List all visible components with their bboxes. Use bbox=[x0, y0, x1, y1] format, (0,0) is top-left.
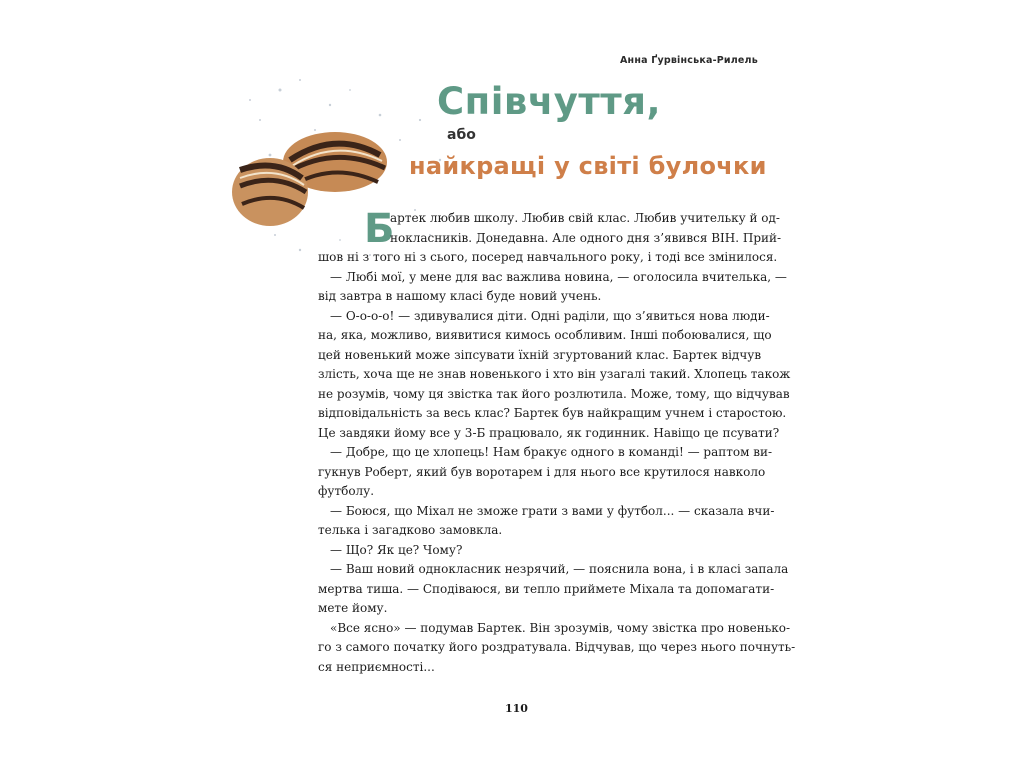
text-line: мертва тиша. — Сподіваюся, ви тепло приймете Міхала та допомагати- bbox=[318, 581, 775, 596]
chapter-title-connector: або bbox=[447, 127, 476, 143]
text-line: телька і загадково замовкла. bbox=[318, 523, 503, 537]
drop-cap: Б bbox=[364, 206, 395, 252]
page-number: 110 bbox=[505, 702, 528, 715]
text-line: — Ваш новий однокласник незрячий, — пояснила вона, і в класі запала bbox=[330, 562, 789, 576]
text-line: цей новенький може зіпсувати їхній згуртований клас. Бартек відчув bbox=[318, 347, 762, 362]
chapter-title: Співчуття, bbox=[437, 80, 662, 123]
text-line: від завтра в нашому класі буде новий учень. bbox=[318, 289, 602, 303]
body-text bbox=[318, 206, 796, 677]
text-line: — Боюся, що Міхал не зможе грати з вами у футбол... — сказала вчи- bbox=[330, 503, 775, 518]
text-line: відповідальність за весь клас? Бартек був найкращим учнем і старостою. bbox=[318, 406, 787, 420]
text-line: «Все ясно» — подумав Бартек. Він зрозумів, чому звістка про новенько- bbox=[330, 620, 791, 635]
text-line: злість, хоча ще не знав новенького і хто він узагалі такий. Хлопець також bbox=[318, 367, 791, 381]
text-line: шов ні з того ні з сього, посеред навчального року, і тоді все змінилося. bbox=[318, 250, 778, 264]
text-line: Це завдяки йому все у 3-Б працювало, як годинник. Навіщо це псувати? bbox=[318, 425, 780, 440]
text-line: на, яка, можливо, виявитися кимось особливим. Інші побоювалися, що bbox=[318, 328, 772, 342]
text-line: го з самого початку його роздратувала. Відчував, що через нього почнуть- bbox=[318, 640, 796, 654]
text-line: мете йому. bbox=[318, 601, 388, 615]
text-line: — О-о-о-о! — здивувалися діти. Одні раділи, що з’явиться нова люди- bbox=[330, 308, 770, 323]
chapter-subtitle: найкращі у світі булочки bbox=[409, 152, 767, 180]
text-line: гукнув Роберт, який був воротарем і для нього все крутилося навколо bbox=[318, 464, 766, 479]
text-line: ся неприємності... bbox=[318, 659, 435, 674]
text-line: нокласників. Донедавна. Але одного дня з’явився ВІН. Прий- bbox=[390, 230, 782, 245]
text-line: не розумів, чому ця звістка так його розлютила. Може, тому, що відчував bbox=[318, 386, 790, 401]
text-line: футболу. bbox=[318, 484, 375, 498]
text-line: артек любив школу. Любив свій клас. Любив учительку й од- bbox=[390, 211, 780, 225]
author-name: Анна Ґурвінська-Рилель bbox=[620, 55, 758, 66]
text-line: — Добре, що це хлопець! Нам бракує одного в команді! — раптом ви- bbox=[330, 445, 773, 459]
text-line: — Любі мої, у мене для вас важлива новина, — оголосила вчителька, — bbox=[330, 269, 787, 284]
text-line: — Що? Як це? Чому? bbox=[330, 542, 463, 557]
